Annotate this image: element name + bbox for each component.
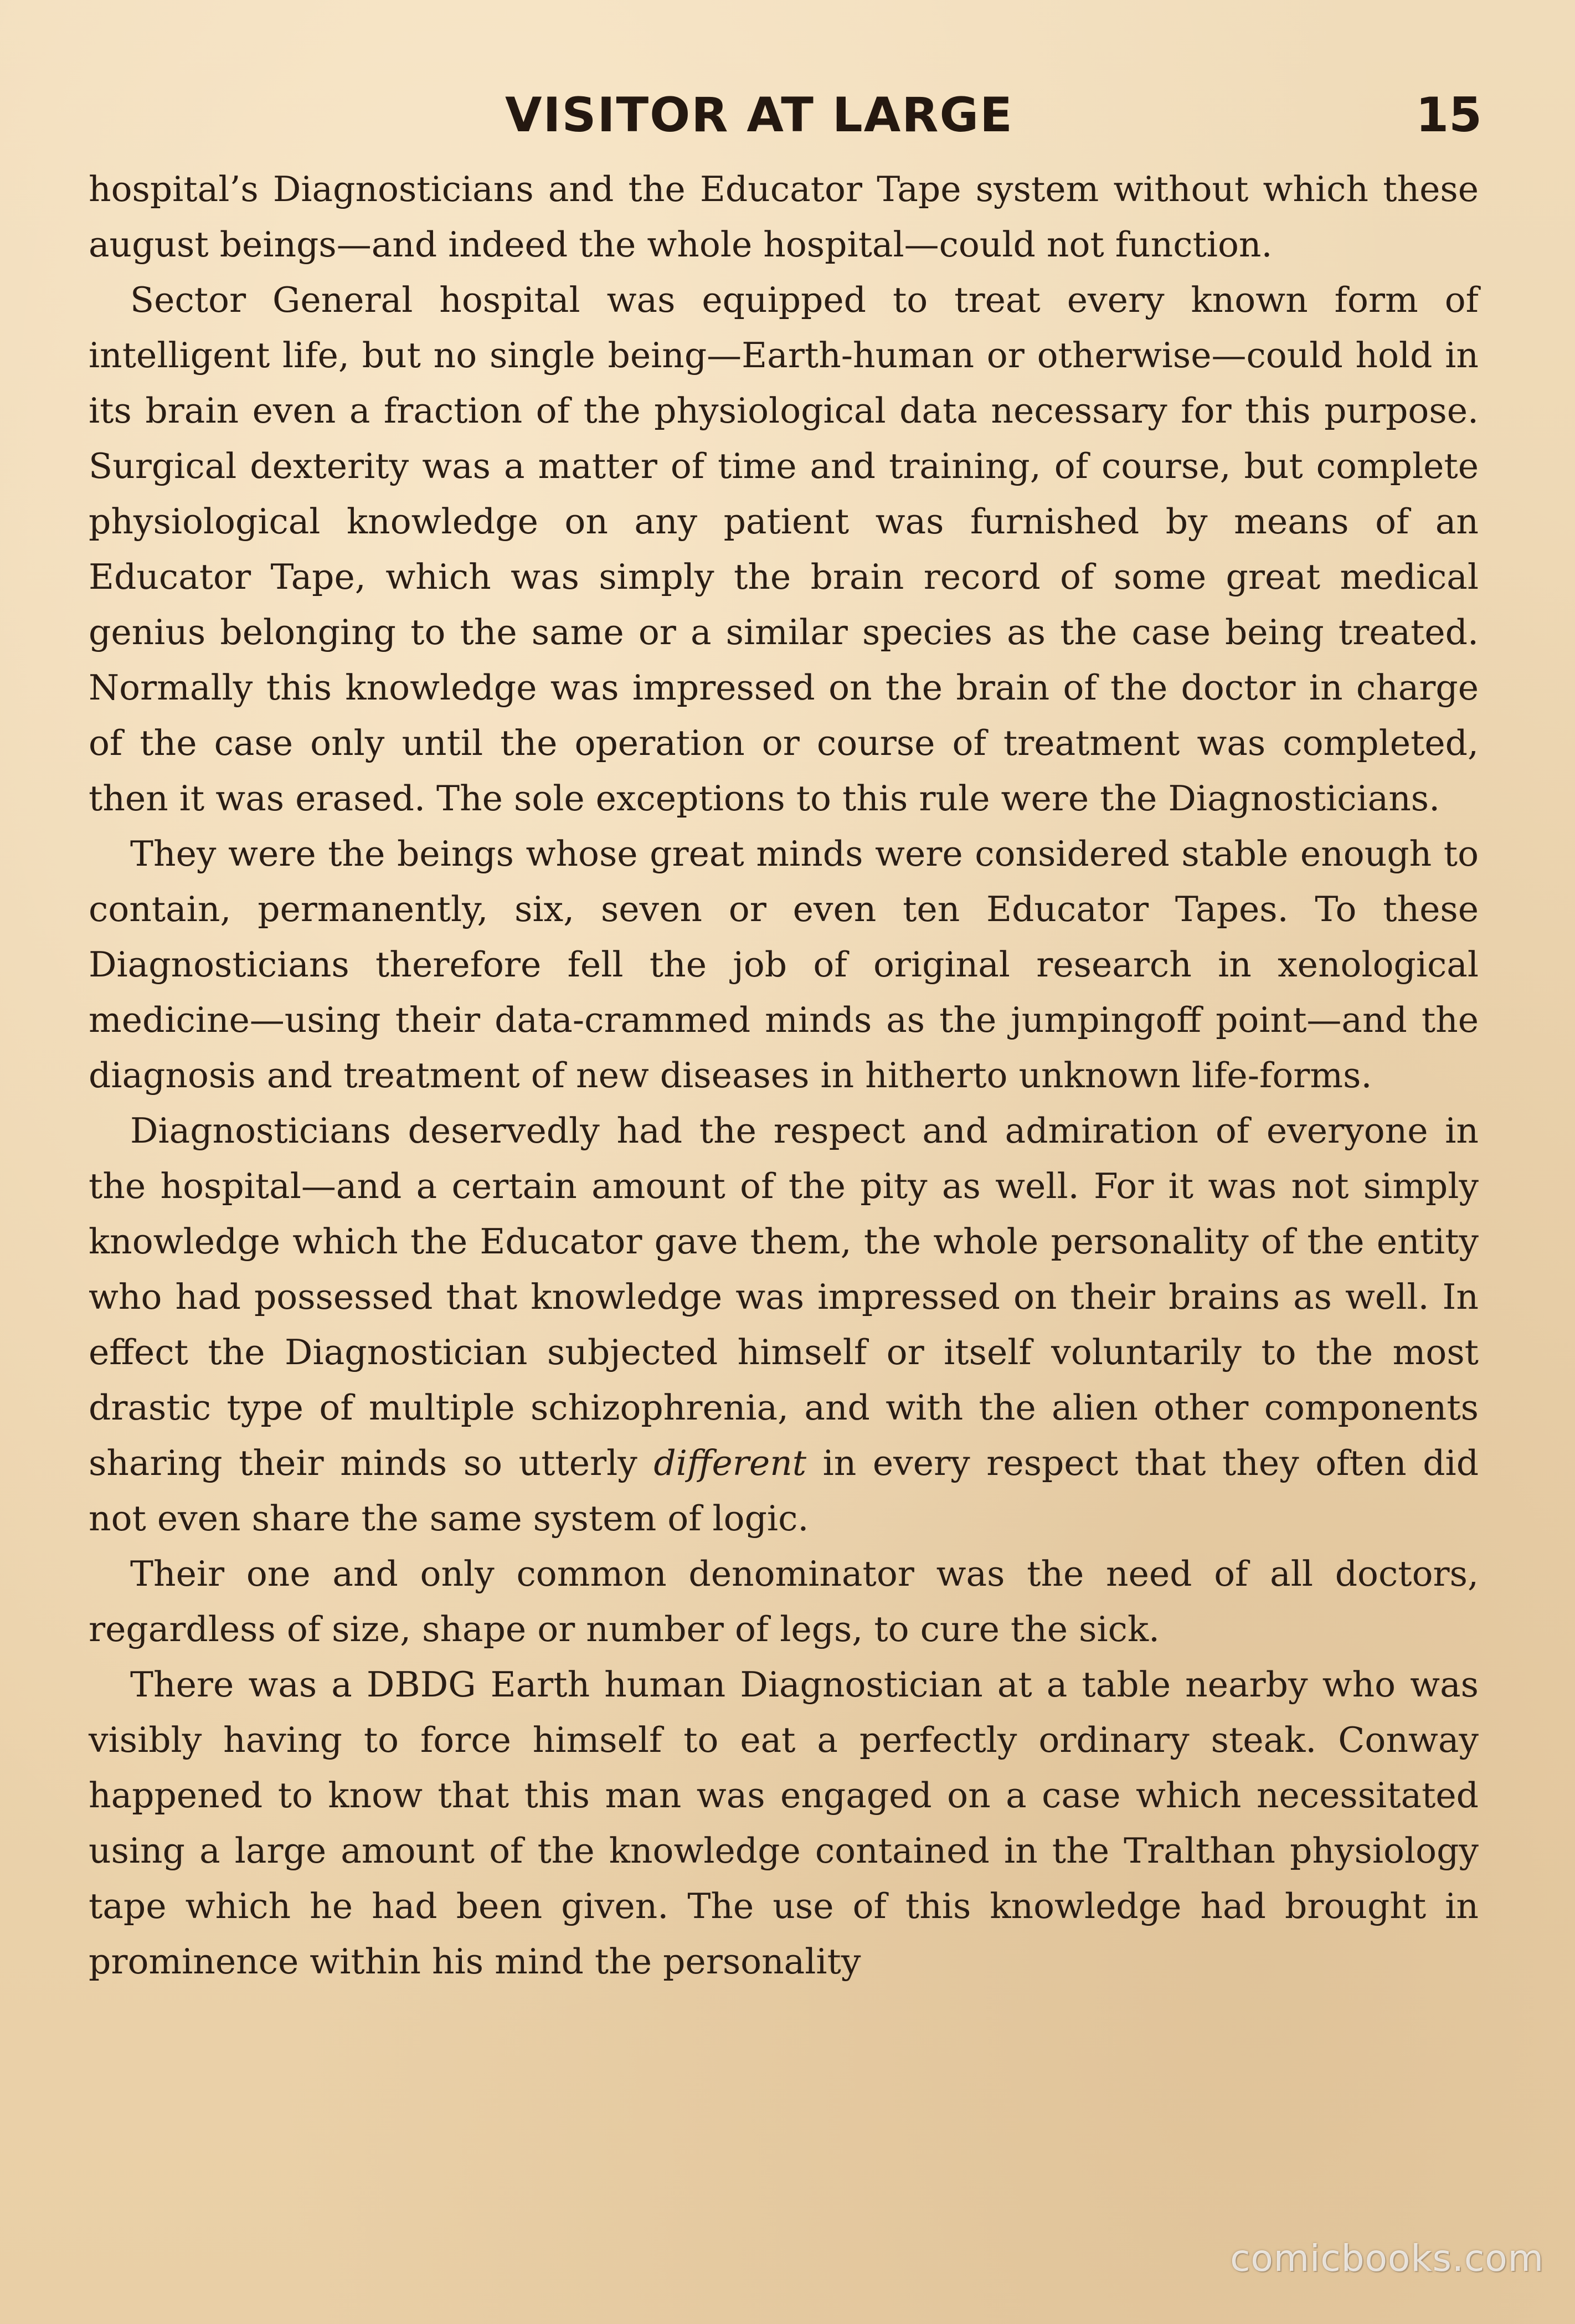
paragraph-4-part-2: in every respect that they often did not even share the same system of logic. [89, 1443, 1479, 1539]
watermark: comicbooks.com [1230, 2237, 1544, 2280]
running-header [89, 82, 1484, 148]
paragraph-4-part-1: Diagnosticians deservedly had the respect and admiration of everyone in the hospital—and a certain amount of the pity as well. For it was not simply knowledge which the Educator gave them, the whole personality of the entity who had possessed that knowledge was impressed on their brains as well. In effect the Diagnostician subjected himself or itself voluntarily to the most drastic type of multiple schizophrenia, and with the alien other components sharing their minds so utterly [89, 1110, 1479, 1483]
paragraph-4 [89, 1103, 1479, 1546]
paragraph-1: hospital’s Diagnosticians and the Educator Tape system without which these august beings—and indeed the whole hospital—could not function. [89, 169, 1479, 265]
paragraph-2: Sector General hospital was equipped to treat every known form of intelligent life, but no single being—Earth-human or otherwise—could hold in its brain even a fraction of the physiological data necessary for this purpose. Surgical dexterity was a matter of time and training, of course, but complete physiological knowledge on any patient was furnished by means of an Educator Tape, which was simply the brain record of some great medical genius belonging to the same or a similar species as the case being treated. Normally this knowledge was impressed on the brain of the doctor in charge of the case only until the operation or course of treatment was completed, then it was erased. The sole exceptions to this rule were the Diagnosticians. [89, 280, 1479, 819]
chapter-title: VISITOR AT LARGE [505, 88, 1013, 143]
paragraph-5: Their one and only common denominator was the need of all doctors, regardless of size, shape or number of legs, to cure the sick. [89, 1554, 1479, 1649]
paragraph-6: There was a DBDG Earth human Diagnostician at a table nearby who was visibly having to force himself to eat a perfectly ordinary steak. Conway happened to know that this man was engaged on a case which necessitated using a large amount of the knowledge contained in the Tralthan physiology tape which he had been given. The use of this knowledge had brought in prominence within his mind the personality [89, 1664, 1479, 1982]
paragraph-3: They were the beings whose great minds were considered stable enough to contain, permanently, six, seven or even ten Educator Tapes. To these Diagnosticians therefore fell the job of original research in xenological medicine—using their data-crammed minds as the jumpingoff point—and the diagnosis and treatment of new diseases in hitherto unknown life-forms. [89, 834, 1479, 1096]
page-number: 15 [1416, 88, 1482, 143]
body-text [89, 162, 1479, 1989]
italic-word: different [653, 1443, 807, 1483]
